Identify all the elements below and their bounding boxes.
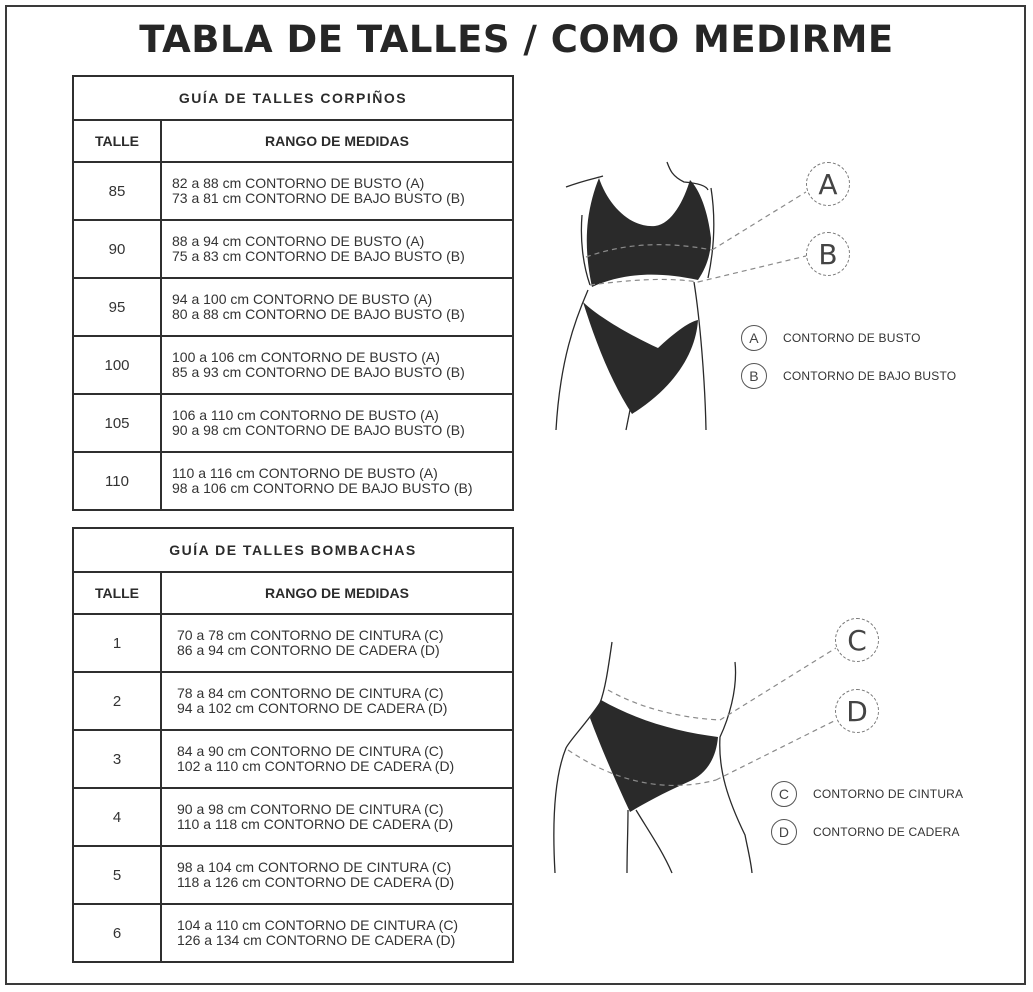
panty-table-title: GUÍA DE TALLES BOMBACHAS — [73, 528, 513, 572]
bra-table-title: GUÍA DE TALLES CORPIÑOS — [73, 76, 513, 120]
range-line: 98 a 106 cm CONTORNO DE BAJO BUSTO (B) — [172, 480, 473, 496]
range-line: 82 a 88 cm CONTORNO DE BUSTO (A) — [172, 175, 425, 191]
waist-leader-line — [720, 648, 836, 720]
bra-garment — [583, 178, 711, 414]
size-value: 105 — [73, 394, 161, 452]
legend-waist — [771, 781, 963, 807]
right-hip-outline — [694, 282, 706, 430]
size-value: 85 — [73, 162, 161, 220]
panty-col-range-header: RANGO DE MEDIDAS — [161, 572, 513, 614]
range-line: 90 a 98 cm CONTORNO DE CINTURA (C) — [177, 801, 444, 817]
range-line: 94 a 100 cm CONTORNO DE BUSTO (A) — [172, 291, 433, 307]
range-line: 94 a 102 cm CONTORNO DE CADERA (D) — [177, 700, 448, 716]
size-value: 110 — [73, 452, 161, 510]
legend-label: CONTORNO DE BAJO BUSTO — [783, 369, 957, 383]
range-line: 110 a 116 cm CONTORNO DE BUSTO (A) — [172, 465, 438, 481]
range-line: 110 a 118 cm CONTORNO DE CADERA (D) — [177, 816, 454, 832]
legend-label: CONTORNO DE CADERA — [813, 825, 960, 839]
range-line: 86 a 94 cm CONTORNO DE CADERA (D) — [177, 642, 440, 658]
range-line: 85 a 93 cm CONTORNO DE BAJO BUSTO (B) — [172, 364, 465, 380]
range-line: 118 a 126 cm CONTORNO DE CADERA (D) — [177, 874, 455, 890]
bra-col-range-header: RANGO DE MEDIDAS — [161, 120, 513, 162]
range-line: 90 a 98 cm CONTORNO DE BAJO BUSTO (B) — [172, 422, 465, 438]
left-body-outline — [554, 642, 612, 873]
marker-b: B — [806, 232, 850, 276]
range-line: 104 a 110 cm CONTORNO DE CINTURA (C) — [177, 917, 459, 933]
range-line: 106 a 110 cm CONTORNO DE BUSTO (A) — [172, 407, 439, 423]
bra-shape — [587, 178, 711, 287]
range-line: 80 a 88 cm CONTORNO DE BAJO BUSTO (B) — [172, 306, 465, 322]
marker-c: C — [835, 618, 879, 662]
size-value: 3 — [73, 730, 161, 788]
range-line: 78 a 84 cm CONTORNO DE CINTURA (C) — [177, 685, 444, 701]
legend-bust — [741, 325, 921, 351]
range-line: 73 a 81 cm CONTORNO DE BAJO BUSTO (B) — [172, 190, 465, 206]
page-title: TABLA DE TALLES / COMO MEDIRME — [139, 18, 894, 61]
bra-col-size-header: TALLE — [73, 120, 161, 162]
legend-under-bust — [741, 363, 956, 389]
left-inner-leg-outline — [627, 810, 628, 873]
range-line: 102 a 110 cm CONTORNO DE CADERA (D) — [177, 758, 455, 774]
legend-letter: B — [741, 363, 767, 389]
right-body-outline — [720, 662, 752, 873]
leg-outline — [626, 410, 630, 430]
range-line: 75 a 83 cm CONTORNO DE BAJO BUSTO (B) — [172, 248, 465, 264]
size-value: 1 — [73, 614, 161, 672]
legend-hip — [771, 819, 960, 845]
range-line: 84 a 90 cm CONTORNO DE CINTURA (C) — [177, 743, 444, 759]
left-hip-outline — [556, 290, 588, 430]
right-inner-leg-outline — [636, 810, 672, 873]
legend-letter: C — [771, 781, 797, 807]
size-value: 4 — [73, 788, 161, 846]
right-shoulder-outline — [667, 162, 708, 190]
range-line: 98 a 104 cm CONTORNO DE CINTURA (C) — [177, 859, 452, 875]
size-value: 90 — [73, 220, 161, 278]
size-value: 95 — [73, 278, 161, 336]
legend-label: CONTORNO DE CINTURA — [813, 787, 964, 801]
legend-letter: A — [741, 325, 767, 351]
range-line: 100 a 106 cm CONTORNO DE BUSTO (A) — [172, 349, 440, 365]
legend-label: CONTORNO DE BUSTO — [783, 331, 921, 345]
range-line: 88 a 94 cm CONTORNO DE BUSTO (A) — [172, 233, 425, 249]
size-value: 2 — [73, 672, 161, 730]
size-value: 6 — [73, 904, 161, 962]
panty-col-size-header: TALLE — [73, 572, 161, 614]
under-bust-leader-line — [698, 256, 806, 282]
legend-letter: D — [771, 819, 797, 845]
hip-leader-line — [716, 720, 836, 780]
range-line: 70 a 78 cm CONTORNO DE CINTURA (C) — [177, 627, 444, 643]
bust-leader-line — [712, 192, 806, 250]
range-line: 126 a 134 cm CONTORNO DE CADERA (D) — [177, 932, 456, 948]
size-value: 100 — [73, 336, 161, 394]
bra-bottom-shape — [583, 302, 698, 414]
panty-shape — [590, 700, 718, 812]
size-value: 5 — [73, 846, 161, 904]
marker-d: D — [835, 689, 879, 733]
panty-garment — [590, 700, 718, 812]
marker-a: A — [806, 162, 850, 206]
